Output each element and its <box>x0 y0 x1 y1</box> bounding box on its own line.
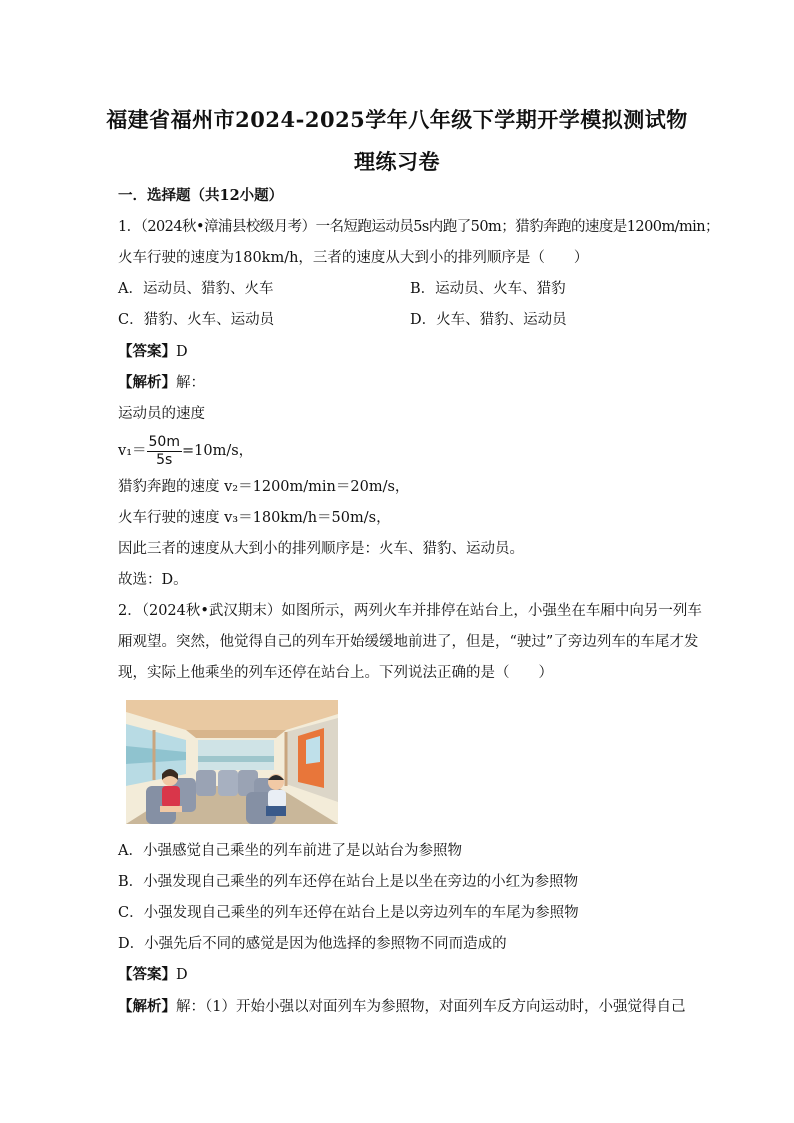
q2-stem-line3: 现，实际上他乘坐的列车还停在站台上。下列说法正确的是（ ） <box>118 665 553 681</box>
doc-title-line2: 理练习卷 <box>354 149 440 174</box>
analysis-label: 【解析】 <box>118 374 176 391</box>
q2-option-d: D．小强先后不同的感觉是因为他选择的参照物不同而造成的 <box>118 936 507 952</box>
q1-option-c: C．猎豹、火车、运动员 <box>118 312 275 328</box>
answer-label: 【答案】 <box>118 966 176 983</box>
q1-stem-line1: 1．（2024秋•漳浦县校级月考）一名短跑运动员5s内跑了50m；猎豹奔跑的速度是1200m/min； <box>118 219 720 235</box>
answer-value: D <box>176 344 188 360</box>
q1-answer <box>118 342 188 362</box>
q2-stem-line2: 厢观望。突然，他觉得自己的列车开始缓缓地前进了，但是，“驶过”了旁边列车的车尾才发 <box>118 634 699 650</box>
analysis-text: 解：（1）开始小强以对面列车为参照物，对面列车反方向运动时，小强觉得自己 <box>176 999 686 1015</box>
section-heading: 一．选择题（共12小题） <box>118 187 284 204</box>
v1-denominator: 5s <box>156 451 173 468</box>
q1-analysis-head <box>118 373 205 393</box>
q2-answer <box>118 965 188 985</box>
q1-solution-line3: 火车行驶的速度 v₃＝180km/h＝50m/s， <box>118 510 391 526</box>
q1-solution-line1: 运动员的速度 <box>118 406 205 422</box>
q1-option-a: A．运动员、猎豹、火车 <box>118 281 274 297</box>
q1-solution-line4: 因此三者的速度从大到小的排列顺序是：火车、猎豹、运动员。 <box>118 541 524 557</box>
answer-value: D <box>176 967 188 983</box>
train-interior-illustration <box>126 700 338 824</box>
q1-option-b: B．运动员、火车、猎豹 <box>410 281 566 297</box>
analysis-label: 【解析】 <box>118 998 176 1015</box>
q1-solution-line2: 猎豹奔跑的速度 v₂＝1200m/min＝20m/s， <box>118 479 410 495</box>
q2-stem-line1: 2．（2024秋•武汉期末）如图所示，两列火车并排停在站台上，小强坐在车厢中向另一列车 <box>118 603 702 619</box>
q1-stem-line2: 火车行驶的速度为180km/h，三者的速度从大到小的排列顺序是（ ） <box>118 250 589 266</box>
v1-prefix: v₁＝ <box>118 443 147 459</box>
q1-solution-line5: 故选：D。 <box>118 572 188 588</box>
q2-option-b: B．小强发现自己乘坐的列车还停在站台上是以坐在旁边的小红为参照物 <box>118 874 579 890</box>
q1-formula-v1 <box>118 432 253 470</box>
analysis-intro: 解： <box>176 375 205 391</box>
q2-option-a: A．小强感觉自己乘坐的列车前进了是以站台为参照物 <box>118 843 462 859</box>
v1-suffix: =10m/s， <box>181 443 254 459</box>
v1-numerator: 50m <box>148 433 180 450</box>
q2-option-c: C．小强发现自己乘坐的列车还停在站台上是以旁边列车的车尾为参照物 <box>118 905 579 921</box>
q2-analysis <box>118 997 685 1017</box>
v1-fraction <box>147 434 182 469</box>
answer-label: 【答案】 <box>118 343 176 360</box>
q1-option-d: D．火车、猎豹、运动员 <box>410 312 567 328</box>
doc-title-line1: 福建省福州市2024-2025学年八年级下学期开学模拟测试物 <box>106 107 688 132</box>
